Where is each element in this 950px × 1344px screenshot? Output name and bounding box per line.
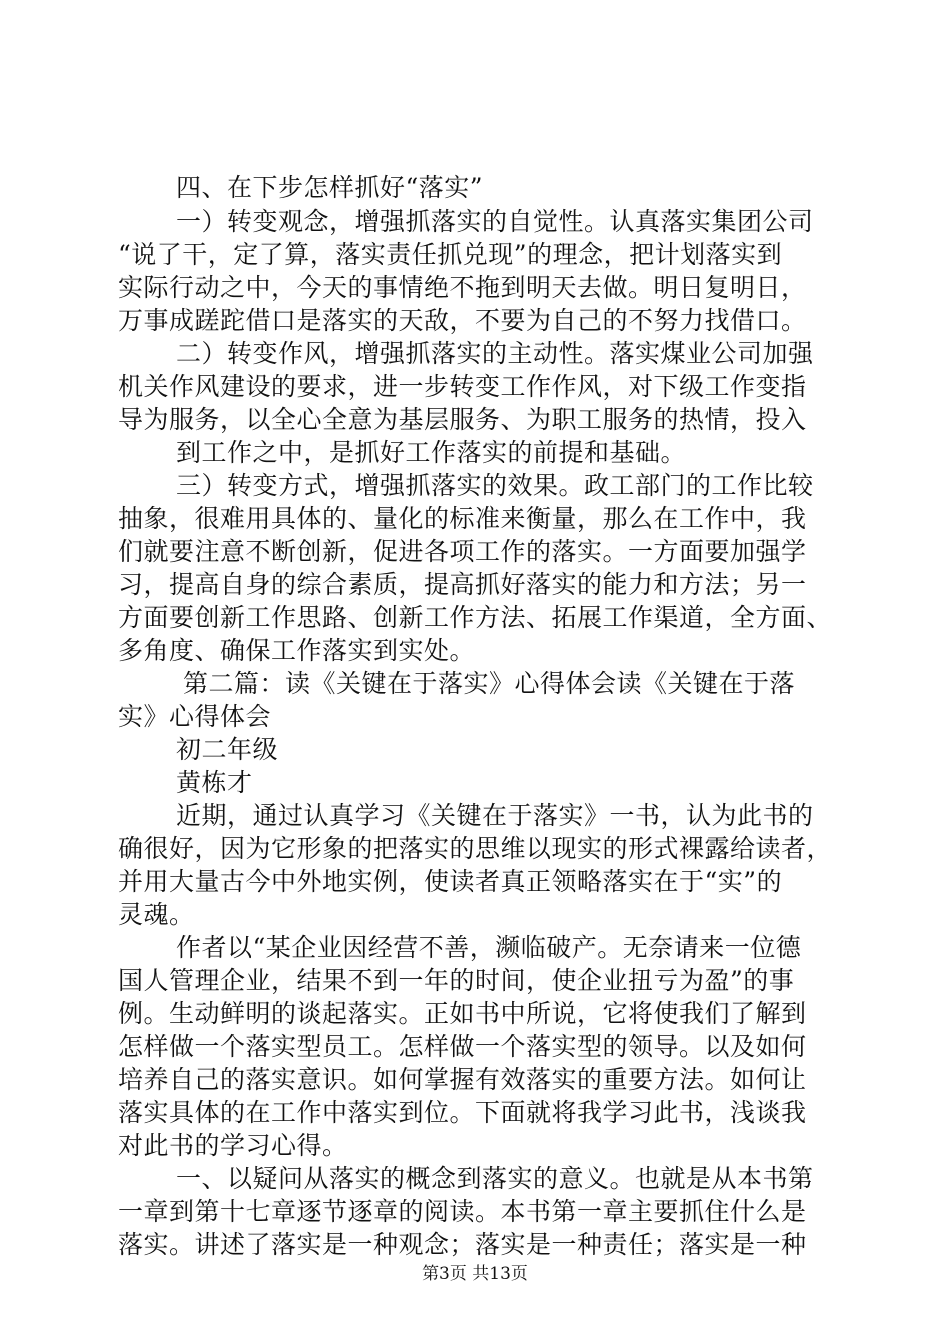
text-line: 实际行动之中，今天的事情绝不拖到明天去做。明日复明日， bbox=[118, 273, 807, 302]
text-line: 万事成蹉跎借口是落实的天敌，不要为自己的不努力找借口。 bbox=[118, 306, 807, 335]
text-line: 怎样做一个落实型员工。怎样做一个落实型的领导。以及如何 bbox=[118, 1032, 807, 1061]
text-line: 作者以“某企业因经营不善，濒临破产。无奈请来一位德 bbox=[176, 933, 802, 962]
text-line: 习，提高自身的综合素质，提高抓好落实的能力和方法；另一 bbox=[118, 570, 807, 599]
section-heading: 实》心得体会 bbox=[118, 702, 272, 731]
text-line: 四、在下步怎样抓好“落实” bbox=[176, 173, 484, 202]
text-line: 落实。讲述了落实是一种观念；落实是一种责任；落实是一种 bbox=[118, 1230, 807, 1259]
text-line: 导为服务，以全心全意为基层服务、为职工服务的热情，投入 bbox=[118, 405, 807, 434]
section-heading: 第二篇：读《关键在于落实》心得体会读《关键在于落 bbox=[183, 669, 796, 698]
author-grade: 初二年级 bbox=[176, 735, 279, 764]
text-line: “说了干，定了算，落实责任抓兑现”的理念，把计划落实到 bbox=[118, 240, 783, 269]
text-line: 国人管理企业，结果不到一年的时间，使企业扭亏为盈”的事 bbox=[118, 966, 795, 995]
text-line: 确很好，因为它形象的把落实的思维以现实的形式裸露给读者， bbox=[118, 834, 833, 863]
author-name: 黄栋才 bbox=[176, 768, 253, 797]
text-line: 例。生动鲜明的谈起落实。正如书中所说，它将使我们了解到 bbox=[118, 999, 807, 1028]
text-line: 灵魂。 bbox=[118, 900, 195, 929]
text-line: 一）转变观念，增强抓落实的自觉性。认真落实集团公司 bbox=[176, 207, 814, 236]
text-line: 对此书的学习心得。 bbox=[118, 1131, 348, 1160]
text-line: 一章到第十七章逐节逐章的阅读。本书第一章主要抓住什么是 bbox=[118, 1197, 807, 1226]
text-line: 抽象，很难用具体的、量化的标准来衡量，那么在工作中，我 bbox=[118, 504, 807, 533]
text-line: 培养自己的落实意识。如何掌握有效落实的重要方法。如何让 bbox=[118, 1065, 807, 1094]
text-line: 并用大量古今中外地实例，使读者真正领略落实在于“实”的 bbox=[118, 867, 783, 896]
text-line: 们就要注意不断创新，促进各项工作的落实。一方面要加强学 bbox=[118, 537, 807, 566]
text-line: 三）转变方式，增强抓落实的效果。政工部门的工作比较 bbox=[176, 471, 814, 500]
text-line: 一、以疑问从落实的概念到落实的意义。也就是从本书第 bbox=[176, 1164, 814, 1193]
page-number-footer: 第3页 共13页 bbox=[422, 1264, 528, 1284]
text-line: 二）转变作风，增强抓落实的主动性。落实煤业公司加强 bbox=[176, 339, 814, 368]
text-line: 落实具体的在工作中落实到位。下面就将我学习此书，浅谈我 bbox=[118, 1098, 807, 1127]
text-line: 方面要创新工作思路、创新工作方法、拓展工作渠道，全方面、 bbox=[118, 603, 833, 632]
text-line: 近期，通过认真学习《关键在于落实》一书，认为此书的 bbox=[176, 801, 814, 830]
text-line: 机关作风建设的要求，进一步转变工作作风，对下级工作变指 bbox=[118, 372, 807, 401]
text-line: 多角度、确保工作落实到实处。 bbox=[118, 636, 476, 665]
text-line: 到工作之中，是抓好工作落实的前提和基础。 bbox=[176, 438, 687, 467]
